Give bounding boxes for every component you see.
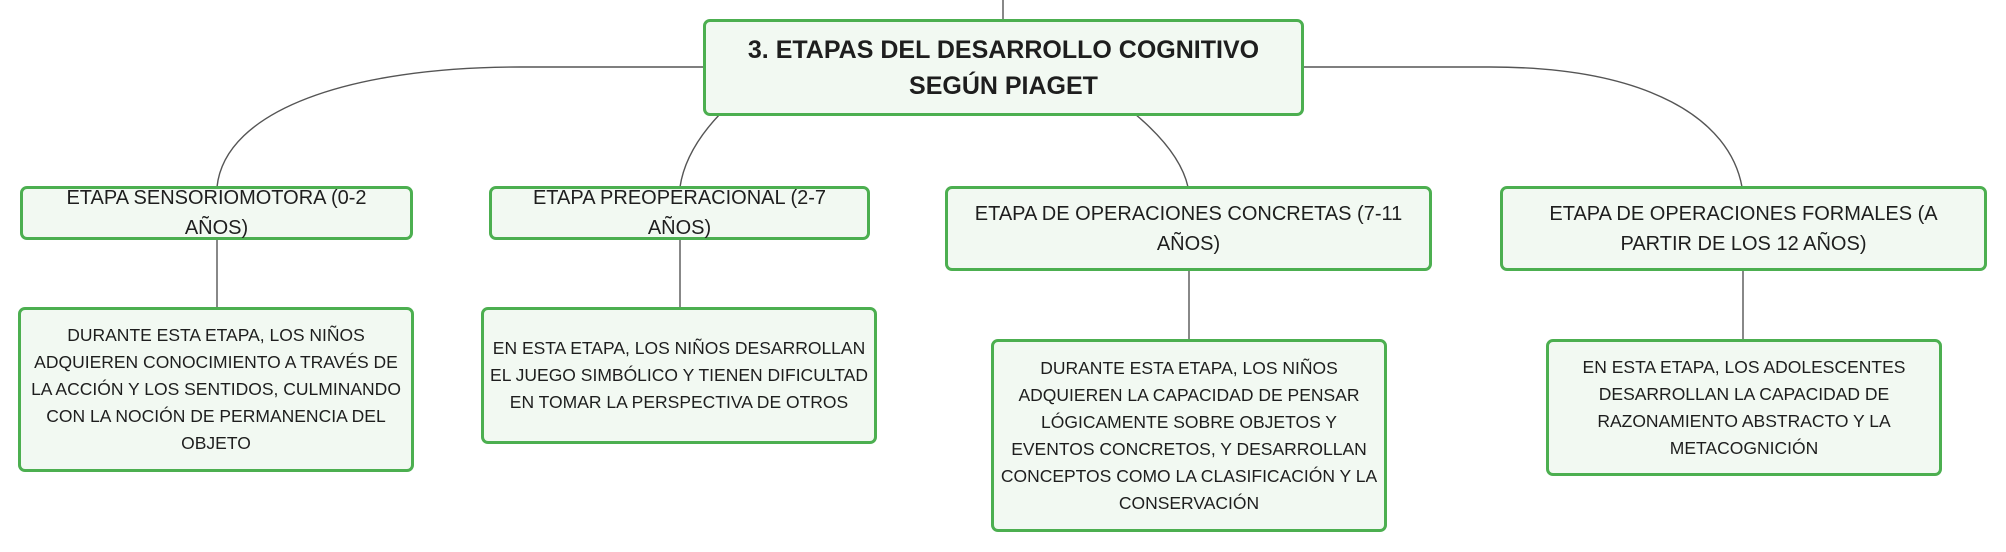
stage-node-preoperacional[interactable] [489,186,870,240]
root-node[interactable] [703,19,1304,116]
description-node-sensoriomotora[interactable] [18,307,414,472]
description-node-preoperacional[interactable] [481,307,877,444]
connector-root-to-stage-2 [680,114,720,187]
description-node-operaciones-concretas[interactable] [991,339,1387,532]
stage-node-sensoriomotora[interactable] [20,186,413,240]
connector-root-to-stage-1 [217,67,705,187]
stage-description: DURANTE ESTA ETAPA, LOS NIÑOS ADQUIEREN CONOCIMIENTO A TRAVÉS DE LA ACCIÓN Y LOS SENTIDOS, CULMINANDO CON LA NOCIÓN DE PERMANENCIA DEL OBJETO [31,325,401,453]
connector-root-to-stage-3 [1135,114,1188,187]
stage-description: DURANTE ESTA ETAPA, LOS NIÑOS ADQUIEREN LA CAPACIDAD DE PENSAR LÓGICAMENTE SOBRE OBJETOS Y EVENTOS CONCRETOS, Y DESARROLLAN CONCEPTOS COMO LA CLASIFICACIÓN Y LA CONSERVACIÓN [1000,357,1378,513]
root-title: 3. ETAPAS DEL DESARROLLO COGNITIVO SEGÚN PIAGET [747,35,1260,100]
stage-description: EN ESTA ETAPA, LOS NIÑOS DESARROLLAN EL JUEGO SIMBÓLICO Y TIENEN DIFICULTAD EN TOMAR LA PERSPECTIVA DE OTROS [490,338,868,412]
connector-root-to-stage-4 [1303,67,1742,187]
stage-node-operaciones-concretas[interactable] [945,186,1432,271]
stage-title: ETAPA SENSORIOMOTORA (0-2 AÑOS) [66,187,367,239]
stage-title: ETAPA DE OPERACIONES CONCRETAS (7-11 AÑOS) [974,202,1403,255]
stage-title: ETAPA DE OPERACIONES FORMALES (A PARTIR DE LOS 12 AÑOS) [1549,202,1938,255]
stage-description: EN ESTA ETAPA, LOS ADOLESCENTES DESARROLLAN LA CAPACIDAD DE RAZONAMIENTO ABSTRACTO Y LA METACOGNICIÓN [1582,356,1906,458]
description-node-operaciones-formales[interactable] [1546,339,1942,476]
stage-node-operaciones-formales[interactable] [1500,186,1987,271]
stage-title: ETAPA PREOPERACIONAL (2-7 AÑOS) [532,187,827,239]
